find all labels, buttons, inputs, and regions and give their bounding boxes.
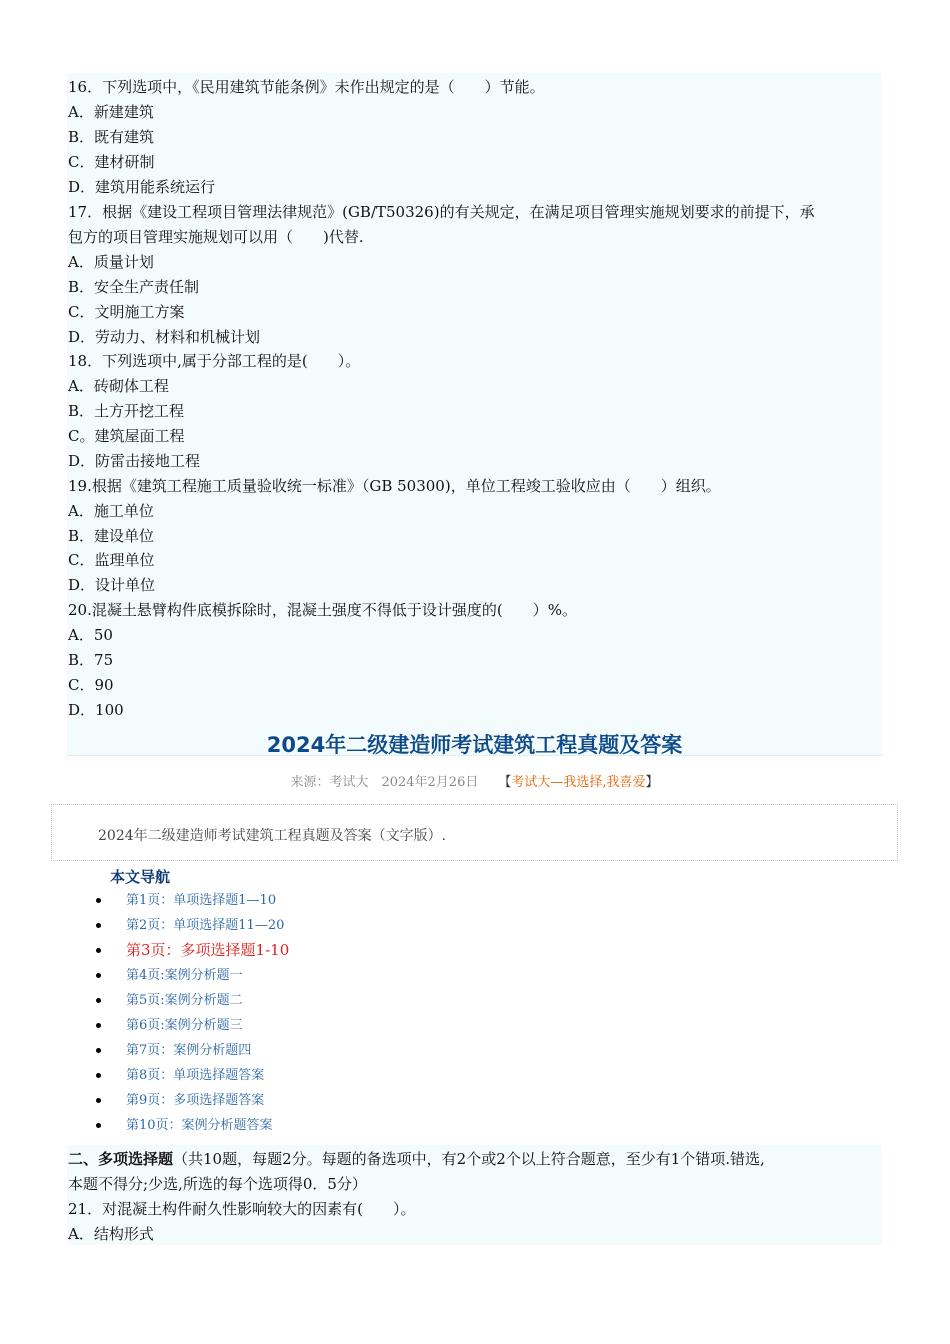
nav-link-page-2[interactable]: 第2页：单项选择题11—20 [94,913,289,938]
nav-link-page-9[interactable]: 第9页：多项选择题答案 [94,1088,289,1113]
option-17b: B．安全生产责任制 [68,278,200,296]
bullet-icon [96,1048,101,1053]
option-16b: B．既有建筑 [68,128,155,146]
nav-link-page-10[interactable]: 第10页：案例分析题答案 [94,1113,289,1138]
option-20c: C．90 [68,676,114,694]
option-17d: D．劳动力、材料和机械计划 [68,328,261,346]
bullet-icon [96,1073,101,1078]
option-20b: B．75 [68,651,114,669]
option-20a: A．50 [68,626,113,644]
bullet-icon [96,923,101,928]
section2-desc: （共10题，每题2分。每题的备选项中，有2个或2个以上符合题意，至少有1个错项.错选, [173,1150,765,1168]
question-16: 16．下列选项中，《民用建筑节能条例》未作出规定的是（ ）节能。 [68,78,545,96]
nav-link-page-1[interactable]: 第1页：单项选择题1—10 [94,888,289,913]
option-18c: C。建筑屋面工程 [68,427,185,445]
article-title: 2024年二级建造师考试建筑工程真题及答案 [266,733,683,757]
nav-link-page-3[interactable]: 第3页：多项选择题1-10 [94,938,289,963]
nav-link-page-7[interactable]: 第7页：案例分析题四 [94,1038,289,1063]
nav-link-page-6[interactable]: 第6页:案例分析题三 [94,1013,289,1038]
option-20d: D．100 [68,701,124,719]
bullet-icon [96,948,101,953]
article-meta [67,771,882,790]
option-18a: A．砖砌体工程 [68,377,169,395]
article-nav-title: 本文导航 [110,868,171,886]
question-21: 21．对混凝土构件耐久性影响较大的因素有( ）。 [68,1200,416,1218]
bullet-icon [96,1123,101,1128]
option-21a: A．结构形式 [68,1225,154,1243]
section2-intro [68,1147,765,1171]
nav-link-page-5[interactable]: 第5页:案例分析题二 [94,988,289,1013]
question-18: 18．下列选项中,属于分部工程的是( ）。 [68,352,361,370]
question-20: 20.混凝土悬臂构件底模拆除时，混凝土强度不得低于设计强度的( ）%。 [68,601,577,619]
article-summary: 2024年二级建造师考试建筑工程真题及答案（文字版）. [98,828,447,844]
nav-link-page-4[interactable]: 第4页:案例分析题一 [94,963,289,988]
question-17: 17．根据《建设工程项目管理法律规范》(GB/T50326)的有关规定，在满足项目管理实施规划要求的前提下，承 [68,203,815,221]
article-source: 来源：考试大 2024年2月26日 [290,775,479,790]
bullet-icon [96,1023,101,1028]
option-17c: C．文明施工方案 [68,303,185,321]
option-16d: D．建筑用能系统运行 [68,178,216,196]
option-19a: A．施工单位 [68,502,154,520]
option-16c: C．建材研制 [68,153,155,171]
article-summary-box [51,804,898,861]
option-18b: B．土方开挖工程 [68,402,185,420]
bullet-icon [96,1098,101,1103]
nav-link-page-8[interactable]: 第8页：单项选择题答案 [94,1063,289,1088]
question-17-cont: 包方的项目管理实施规划可以用（ )代替. [68,228,364,246]
bullet-icon [96,898,101,903]
bullet-icon [96,973,101,978]
option-16a: A．新建建筑 [68,103,154,121]
bullet-icon [96,998,101,1003]
section2-desc-cont: 本题不得分;少选,所选的每个选项得0．5分） [68,1175,367,1193]
option-19c: C．监理单位 [68,551,155,569]
question-19: 19.根据《建筑工程施工质量验收统一标准》（GB 50300)，单位工程竣工验收应由（ ）组织。 [68,477,721,495]
option-19d: D．设计单位 [68,576,156,594]
option-18d: D．防雷击接地工程 [68,452,201,470]
option-17a: A．质量计划 [68,253,154,271]
article-nav [94,888,289,1138]
section2-heading: 二、多项选择题 [68,1150,174,1168]
option-19b: B．建设单位 [68,527,155,545]
site-slogan-link[interactable]: 【考试大—我选择,我喜爱】 [498,775,659,790]
